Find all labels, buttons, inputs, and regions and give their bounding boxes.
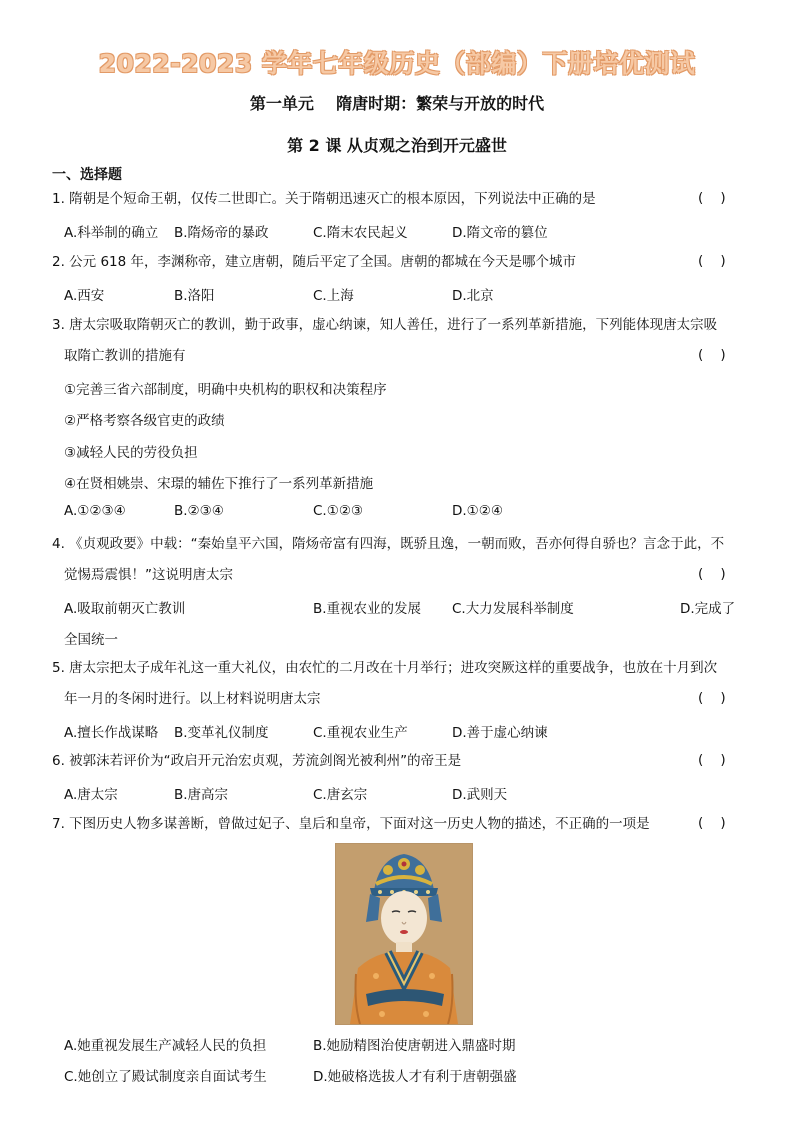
option-2c: C.上海 xyxy=(313,288,354,304)
option-6c: C.唐玄宗 xyxy=(313,787,368,803)
question-5-text-cont: 年一月的冬闲时进行。以上材料说明唐太宗 xyxy=(64,691,321,707)
option-5b: B.变革礼仪制度 xyxy=(174,725,269,741)
option-5a: A.擅长作战谋略 xyxy=(64,725,159,741)
option-6a: A.唐太宗 xyxy=(64,787,118,803)
section-title: 一、选择题 xyxy=(52,167,122,183)
option-1c: C.隋末农民起义 xyxy=(313,225,408,241)
option-7d: D.她破格选拔人才有利于唐朝强盛 xyxy=(313,1069,517,1085)
option-1b: B.隋炀帝的暴政 xyxy=(174,225,269,241)
option-4b: B.重视农业的发展 xyxy=(313,601,422,617)
question-4-text-cont: 觉惕焉震惧！”这说明唐太宗 xyxy=(64,567,233,583)
answer-blank-3: ( ) xyxy=(698,347,726,363)
option-1d: D.隋文帝的篡位 xyxy=(452,225,548,241)
option-7b: B.她励精图治使唐朝进入鼎盛时期 xyxy=(313,1038,516,1054)
answer-blank-6: ( ) xyxy=(698,752,726,768)
question-5-text: 5. 唐太宗把太子成年礼这一重大礼仪，由农忙的二月改在十月举行；进攻突厥这样的重要战争，也放在十月到次 xyxy=(52,660,718,676)
option-3d: D.①②④ xyxy=(452,503,503,519)
question-6-text: 6. 被郭沫若评价为“政启开元治宏贞观，芳流剑阁光被利州”的帝王是 xyxy=(52,753,462,769)
option-2d: D.北京 xyxy=(452,288,494,304)
option-5c: C.重视农业生产 xyxy=(313,725,408,741)
question-3-text: 3. 唐太宗吸取隋朝灭亡的教训，勤于政事，虚心纳谏，知人善任，进行了一系列革新措施，下列能体现唐太宗吸 xyxy=(52,317,718,333)
lesson-title: 第 2 课 从贞观之治到开元盛世 xyxy=(287,136,507,155)
option-7c: C.她创立了殿试制度亲自面试考生 xyxy=(64,1069,267,1085)
option-5d: D.善于虚心纳谏 xyxy=(452,725,548,741)
option-4d-cont: 全国统一 xyxy=(64,632,118,648)
option-3c: C.①②③ xyxy=(313,503,364,519)
option-7a: A.她重视发展生产减轻人民的负担 xyxy=(64,1038,267,1054)
question-1-text: 1. 隋朝是个短命王朝，仅传二世即亡。关于隋朝迅速灭亡的根本原因，下列说法中正确的是 xyxy=(52,191,596,207)
option-2a: A.西安 xyxy=(64,288,105,304)
question-2-text: 2. 公元 618 年，李渊称帝，建立唐朝，随后平定了全国。唐朝的都城在今天是哪个城市 xyxy=(52,254,577,270)
main-title: 2022-2023 学年七年级历史（部编）下册培优测试 xyxy=(98,49,696,78)
option-3a: A.①②③④ xyxy=(64,503,126,519)
option-4c: C.大力发展科举制度 xyxy=(452,601,574,617)
statement-3: ③减轻人民的劳役负担 xyxy=(64,445,198,461)
unit-title: 第一单元 隋唐时期：繁荣与开放的时代 xyxy=(249,94,545,113)
question-7-text: 7. 下图历史人物多谋善断，曾做过妃子、皇后和皇帝，下面对这一历史人物的描述，不正确的一项是 xyxy=(52,816,650,832)
answer-blank-1: ( ) xyxy=(698,190,726,206)
option-4d: D.完成了 xyxy=(680,601,736,617)
empress-portrait-image xyxy=(335,843,473,1025)
option-4a: A.吸取前朝灭亡教训 xyxy=(64,601,186,617)
statement-2: ②严格考察各级官吏的政绩 xyxy=(64,413,225,429)
question-3-text-cont: 取隋亡教训的措施有 xyxy=(64,348,186,364)
question-4-text: 4. 《贞观政要》中载：“秦始皇平六国，隋炀帝富有四海，既骄且逸，一朝而败，吾亦何得自骄也？言念于此，不 xyxy=(52,536,725,552)
option-3b: B.②③④ xyxy=(174,503,224,519)
option-6b: B.唐高宗 xyxy=(174,787,229,803)
option-1a: A.科举制的确立 xyxy=(64,225,159,241)
answer-blank-4: ( ) xyxy=(698,566,726,582)
statement-4: ④在贤相姚崇、宋璟的辅佐下推行了一系列革新措施 xyxy=(64,476,374,492)
statement-1: ①完善三省六部制度，明确中央机构的职权和决策程序 xyxy=(64,382,387,398)
answer-blank-7: ( ) xyxy=(698,815,726,831)
answer-blank-2: ( ) xyxy=(698,253,726,269)
answer-blank-5: ( ) xyxy=(698,690,726,706)
option-2b: B.洛阳 xyxy=(174,288,215,304)
option-6d: D.武则天 xyxy=(452,787,508,803)
